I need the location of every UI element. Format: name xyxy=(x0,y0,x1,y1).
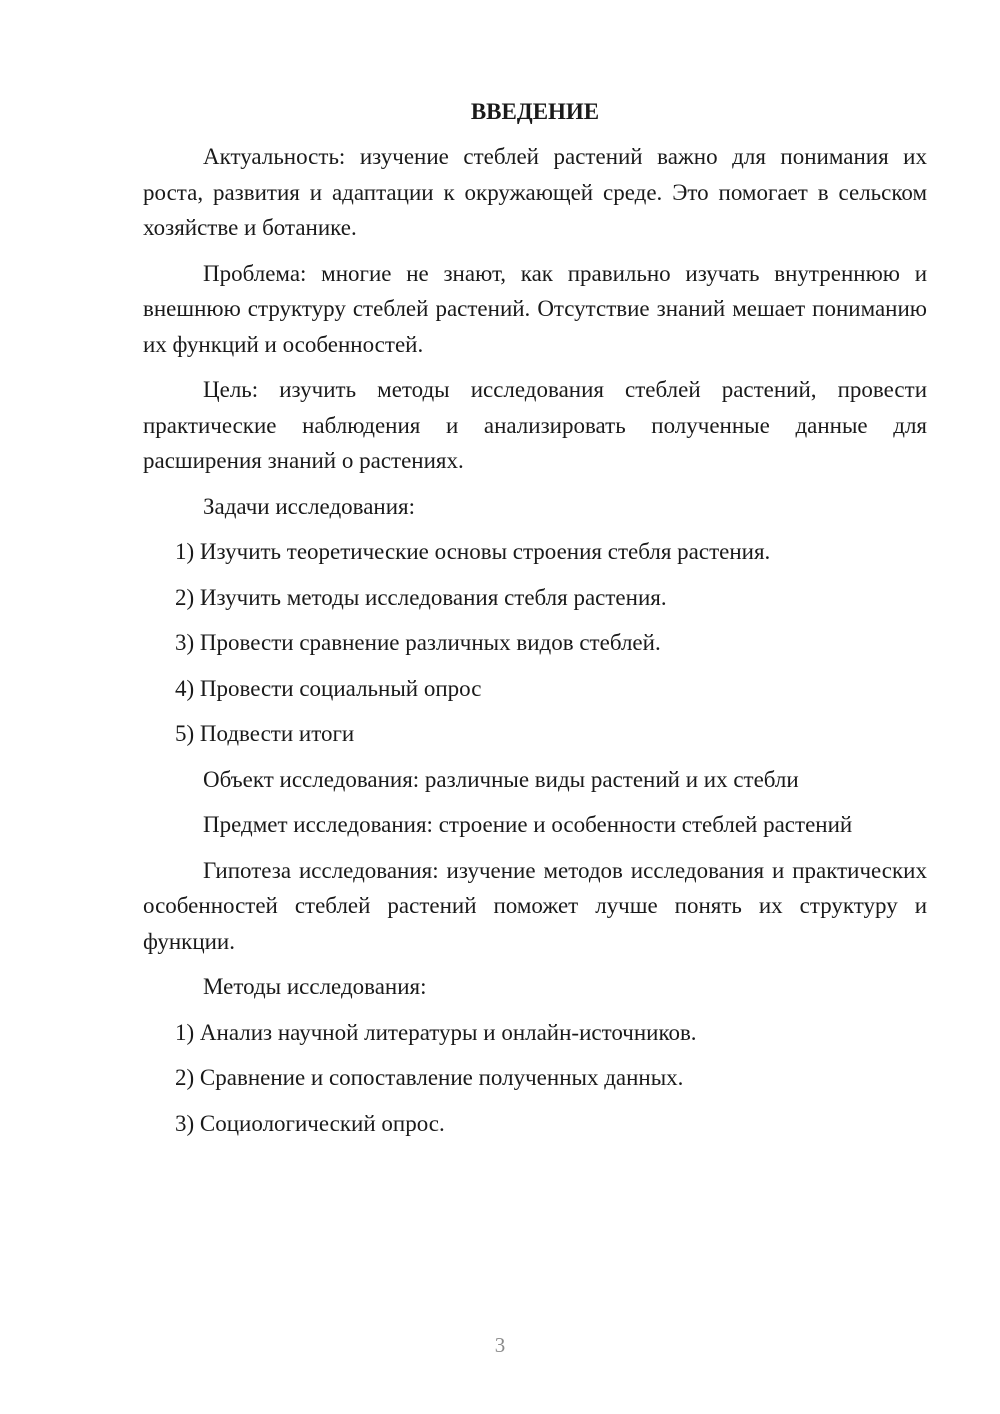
page-number: 3 xyxy=(494,1333,506,1357)
task-item-1: 1) Изучить теоретические основы строения стебля растения. xyxy=(175,539,771,564)
hypothesis-paragraph: Гипотеза исследования: изучение методов исследования и практических особенностей стеблей растений поможет лучше понять их структуру и функции. xyxy=(143,857,927,954)
task-item-5: 5) Подвести итоги xyxy=(175,721,355,746)
task-item-4: 4) Провести социальный опрос xyxy=(175,675,482,701)
task-item-2: 2) Изучить методы исследования стебля растения. xyxy=(175,584,667,610)
page-title: ВВЕДЕНИЕ xyxy=(470,99,600,124)
method-item-1: 1) Анализ научной литературы и онлайн-источников. xyxy=(175,1019,697,1045)
task-item-3: 3) Провести сравнение различных видов стеблей. xyxy=(175,630,661,655)
method-item-3: 3) Социологический опрос. xyxy=(175,1110,445,1136)
subject-line: Предмет исследования: строение и особенности стеблей растений xyxy=(203,812,853,837)
page-content xyxy=(143,94,927,1151)
tasks-heading: Задачи исследования: xyxy=(203,493,416,519)
method-item-2: 2) Сравнение и сопоставление полученных данных. xyxy=(175,1065,684,1090)
relevance-paragraph: Актуальность: изучение стеблей растений важно для понимания их роста, развития и адаптации к окружающей среде. Это помогает в сельском хозяйстве и ботанике. xyxy=(143,144,927,240)
object-line: Объект исследования: различные виды растений и их стебли xyxy=(203,766,799,792)
methods-heading: Методы исследования: xyxy=(203,974,427,999)
problem-paragraph: Проблема: многие не знают, как правильно изучать внутреннюю и внешнюю структуру стеблей растений. Отсутствие знаний мешает пониманию их функций и особенностей. xyxy=(143,260,927,357)
goal-paragraph: Цель: изучить методы исследования стеблей растений, провести практические наблюдения и анализировать полученные данные для расширения знаний о растениях. xyxy=(143,377,927,473)
